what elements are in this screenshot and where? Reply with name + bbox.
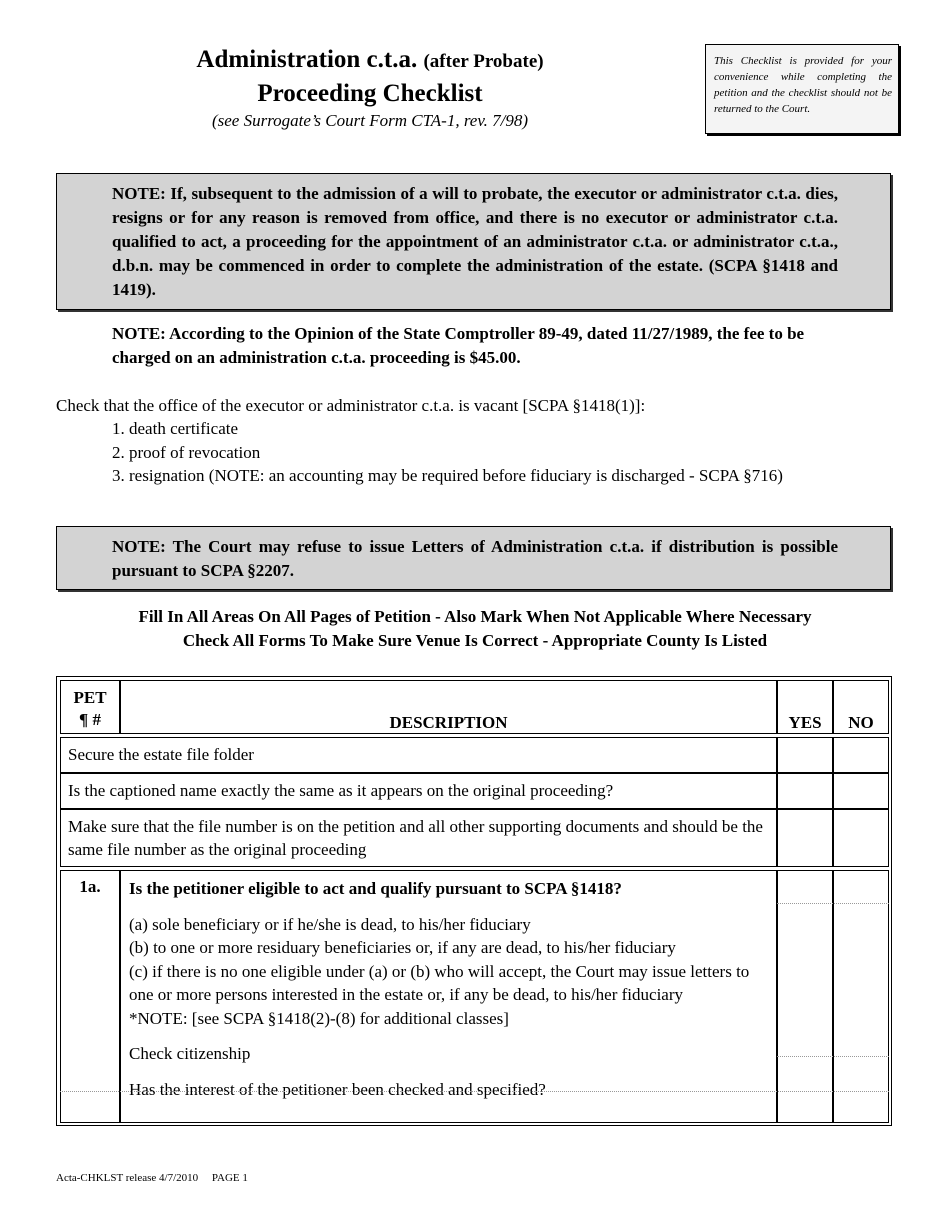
yes-checkbox-column[interactable]: [777, 870, 833, 1123]
page-title: [60, 44, 680, 78]
check-interest: Has the interest of the petitioner been checked and specified?: [129, 1079, 546, 1099]
title-main-text: Administration c.t.a.: [196, 46, 418, 73]
check-vacancy-intro: Check that the office of the executor or administrator c.t.a. is vacant [SCPA §1418(1)]:: [56, 396, 646, 415]
no-checkbox[interactable]: [833, 773, 889, 809]
row-divider: [60, 1091, 889, 1092]
section-1a-note: *NOTE: [see SCPA §1418(2)-(8) for additional classes]: [129, 1008, 509, 1028]
yes-checkbox[interactable]: [777, 773, 833, 809]
row-divider: [777, 903, 889, 904]
yes-checkbox[interactable]: [777, 809, 833, 867]
checklist-notice-box: This Checklist is provided for your convenience while completing the petition and the checklist should not be returned to the Court.: [705, 44, 899, 134]
row-divider: [777, 1056, 889, 1057]
section-1a-description: [120, 870, 777, 1123]
table-row: Make sure that the file number is on the petition and all other supporting documents and should be the same file number as the original proceeding: [60, 809, 777, 867]
note-refuse-box: [56, 526, 891, 590]
title-suffix: (after Probate): [423, 51, 544, 72]
list-item: (b) to one or more residuary beneficiaries or, if any are dead, to his/her fiduciary: [129, 938, 676, 957]
list-item: (a) sole beneficiary or if he/she is dead, to his/her fiduciary: [129, 914, 531, 934]
check-citizenship: Check citizenship: [129, 1044, 251, 1063]
pet-number: 1a.: [79, 877, 101, 896]
yes-checkbox[interactable]: [777, 737, 833, 773]
checklist-table: [56, 676, 892, 1126]
table-row: Secure the estate file folder: [60, 737, 777, 773]
section-1a-question: Is the petitioner eligible to act and qualify pursuant to SCPA §1418?: [129, 879, 622, 898]
pet-header-line2: ¶ #: [79, 710, 101, 729]
note-refuse-text: NOTE: The Court may refuse to issue Letters of Administration c.t.a. if distribution is possible pursuant to SCPA §2207.: [112, 537, 838, 580]
column-header-pet: [60, 680, 120, 734]
page-subtitle: Proceeding Checklist: [257, 80, 483, 107]
column-header-yes: YES: [777, 680, 833, 734]
column-header-no: NO: [833, 680, 889, 734]
no-checkbox[interactable]: [833, 809, 889, 867]
form-reference: (see Surrogate’s Court Form CTA-1, rev. 7/98): [211, 111, 529, 130]
release-label: Acta-CHKLST release 4/7/2010: [56, 1172, 199, 1184]
pet-number-cell: [60, 870, 120, 1123]
instructions: [60, 605, 890, 653]
table-row: Is the captioned name exactly the same as it appears on the original proceeding?: [60, 773, 777, 809]
list-item: (c) if there is no one eligible under (a) or (b) who will accept, the Court may issue letters to one or more persons interested in the estate or, if any be dead, to his/her fiduciary: [129, 961, 750, 1004]
no-checkbox[interactable]: [833, 737, 889, 773]
note-vacancy-text: NOTE: If, subsequent to the admission of a will to probate, the executor or administrator c.t.a. dies, resigns or for any reason is removed from office, and there is no executor or administrator c.t.a. qualified to act, a proceeding for the appointment of an administrator c.t.a. or administrator c.t.a., d.b.n. may be commenced in order to complete the administration of the estate. (SCPA §1418 and 1419).: [112, 184, 838, 299]
page-number: PAGE 1: [211, 1172, 248, 1184]
list-item: 2. proof of revocation: [112, 442, 261, 462]
check-vacancy-list: [112, 417, 783, 488]
instruction-line: Fill In All Areas On All Pages of Petition - Also Mark When Not Applicable Where Necessary: [138, 607, 812, 626]
list-item: 3. resignation (NOTE: an accounting may be required before fiduciary is discharged - SCPA §716): [112, 466, 783, 485]
pet-header-line1: PET: [73, 688, 107, 707]
page-footer: [56, 1172, 248, 1184]
note-vacancy-box: [56, 173, 891, 310]
page-title-block: [60, 44, 680, 132]
note-fee-text: NOTE: According to the Opinion of the State Comptroller 89-49, dated 11/27/1989, the fee to be charged on an administration c.t.a. proceeding is $45.00.: [112, 324, 805, 367]
column-header-description: DESCRIPTION: [120, 680, 777, 734]
list-item: 1. death certificate: [112, 419, 239, 438]
no-checkbox-column[interactable]: [833, 870, 889, 1123]
instruction-line: Check All Forms To Make Sure Venue Is Correct - Appropriate County Is Listed: [182, 631, 768, 650]
